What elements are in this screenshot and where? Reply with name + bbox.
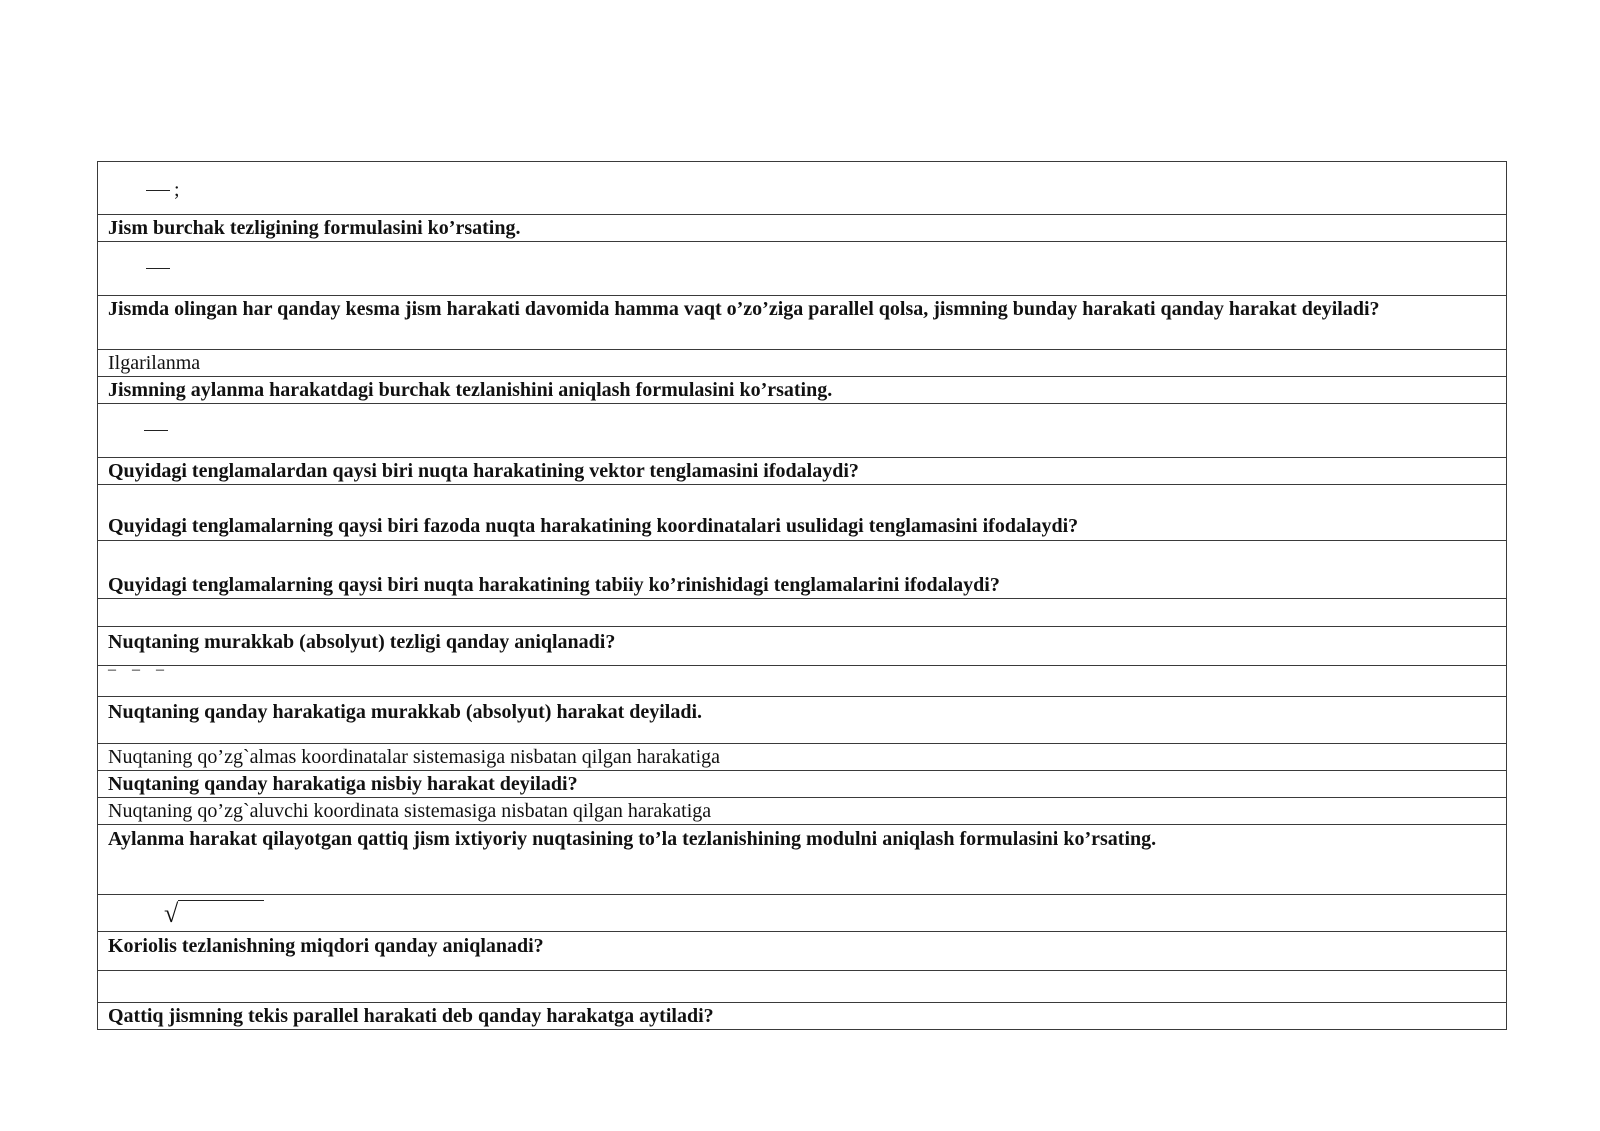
question-row: [97, 627, 1507, 666]
question-row: Jismning aylanma harakatdagi burchak tezlanishini aniqlash formulasini ko’rsating.: [97, 377, 1507, 404]
formula-row: [97, 242, 1507, 296]
sqrt-vinculum: [178, 900, 264, 901]
question-row: [97, 541, 1507, 599]
formula-fragment: ;: [174, 179, 180, 201]
question-row: Jism burchak tezligining formulasini ko’rsating.: [97, 215, 1507, 242]
formula-row: [97, 599, 1507, 627]
answer-row: Nuqtaning qo’zg`aluvchi koordinata sistemasiga nisbatan qilgan harakatiga: [97, 798, 1507, 825]
question-row: Nuqtaning qanday harakatiga nisbiy harakat deyiladi?: [97, 771, 1507, 798]
question-row: [97, 485, 1507, 541]
formula-row: [97, 161, 1507, 215]
sqrt-sign: √: [164, 899, 179, 928]
question-text: Nuqtaning murakkab (absolyut) tezligi qanday aniqlanadi?: [108, 631, 616, 653]
formula-fragment: – – –: [108, 661, 164, 678]
question-text: Quyidagi tenglamalarning qaysi biri fazoda nuqta harakatining koordinatalari usulidagi tenglamasini ifodalaydi?: [108, 515, 1079, 537]
question-row: Jismda olingan har qanday kesma jism harakati davomida hamma vaqt o’zo’ziga parallel qolsa, jismning bunday harakati qanday harakat deyiladi?: [97, 296, 1507, 350]
fraction-bar: [146, 190, 170, 191]
formula-row: [97, 404, 1507, 458]
question-text: Koriolis tezlanishning miqdori qanday aniqlanadi?: [108, 935, 544, 957]
formula-row: [97, 971, 1507, 1003]
fraction-bar: [146, 268, 170, 269]
answer-row: Nuqtaning qo’zg`almas koordinatalar sistemasiga nisbatan qilgan harakatiga: [97, 744, 1507, 771]
formula-row: [97, 895, 1507, 932]
formula-row: [97, 661, 1507, 697]
question-text: Aylanma harakat qilayotgan qattiq jism ixtiyoriy nuqtasining to’la tezlanishining modulni aniqlash formulasini ko’rsating.: [108, 828, 1157, 850]
fraction-bar: [144, 430, 168, 431]
question-row: [97, 932, 1507, 971]
question-row: [97, 825, 1507, 895]
question-row: Qattiq jismning tekis parallel harakati deb qanday harakatga aytiladi?: [97, 1003, 1507, 1030]
question-row: Quyidagi tenglamalardan qaysi biri nuqta harakatining vektor tenglamasini ifodalaydi?: [97, 458, 1507, 485]
question-text: Quyidagi tenglamalarning qaysi biri nuqta harakatining tabiiy ko’rinishidagi tenglamalarini ifodalaydi?: [108, 574, 1000, 596]
document-table: [97, 161, 1507, 1030]
question-text: Nuqtaning qanday harakatiga murakkab (absolyut) harakat deyiladi.: [108, 701, 703, 723]
question-row: [97, 697, 1507, 744]
answer-row: Ilgarilanma: [97, 350, 1507, 377]
